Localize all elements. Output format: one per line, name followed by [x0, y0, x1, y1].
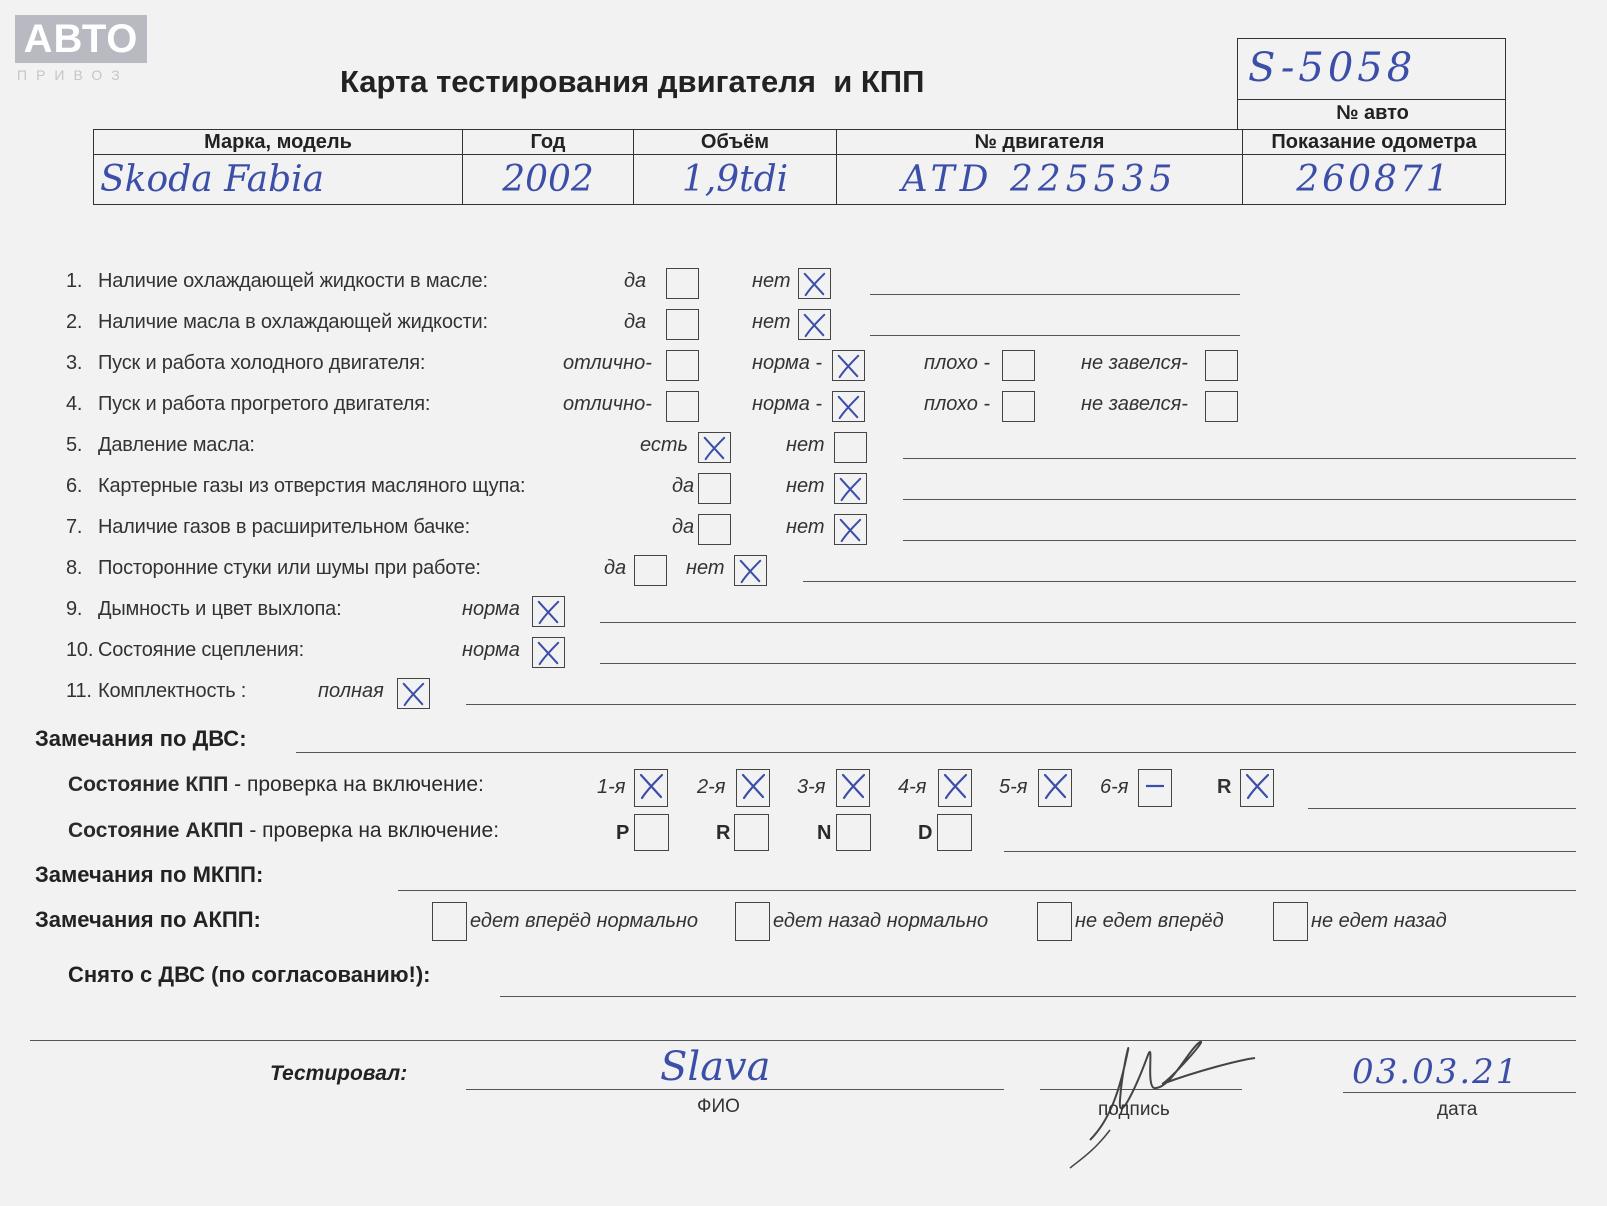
date-caption: дата	[1437, 1099, 1478, 1120]
signature-caption: подпись	[1098, 1099, 1170, 1120]
gear-label: 4-я	[898, 776, 927, 798]
manual-gearbox-subtitle: - проверка на включение:	[228, 773, 484, 796]
gear-label: 1-я	[597, 776, 626, 798]
check-number: 6.	[66, 475, 83, 497]
check-number: 5.	[66, 434, 83, 456]
value-make-model: Skoda Fabia	[94, 155, 463, 205]
tester-name: Slava	[660, 1044, 771, 1090]
auto-number-value: S-5058	[1248, 45, 1417, 91]
check-number: 10.	[66, 639, 94, 661]
vehicle-info-table	[93, 129, 1506, 205]
check-text: Наличие газов в расширительном бачке:	[98, 516, 470, 538]
gear-checkbox[interactable]	[1138, 769, 1172, 807]
mode-checkbox[interactable]	[734, 814, 769, 851]
check-crankcase-gases-label	[66, 475, 525, 498]
x-mark-icon	[737, 558, 763, 584]
checkbox[interactable]	[666, 309, 699, 340]
akpp-remarks-label: Замечания по АКПП:	[35, 907, 261, 932]
dash-mark-icon	[1141, 772, 1169, 800]
checkbox-checked[interactable]	[798, 309, 831, 340]
gear-checkbox[interactable]	[634, 769, 668, 807]
auto-gearbox-label	[68, 819, 499, 843]
check-completeness-label	[66, 680, 246, 703]
checkbox[interactable]	[1205, 350, 1238, 381]
mode-label: D	[918, 822, 933, 844]
check-coolant-in-oil-label	[66, 270, 488, 293]
gear-label: R	[1217, 776, 1232, 798]
x-mark-icon	[701, 435, 727, 461]
checkbox[interactable]	[666, 268, 699, 299]
check-number: 11.	[66, 680, 92, 702]
value-engine-number: ATD 225535	[837, 155, 1243, 205]
x-mark-icon	[835, 394, 861, 420]
logo-text: АВТО	[15, 15, 147, 63]
x-mark-icon	[801, 312, 827, 338]
akpp-option-checkbox[interactable]	[1037, 902, 1072, 941]
check-number: 4.	[66, 393, 83, 415]
check-text: Давление масла:	[98, 434, 255, 456]
x-mark-icon	[839, 772, 867, 800]
checkbox-checked[interactable]	[798, 268, 831, 299]
header-odometer: Показание одометра	[1243, 130, 1506, 155]
auto-gearbox-title: Состояние АКПП	[68, 819, 244, 842]
gear-label: 6-я	[1100, 776, 1129, 798]
value-year: 2002	[463, 155, 634, 205]
check-text: Посторонние стуки или шумы при работе:	[98, 557, 481, 579]
check-text: Картерные газы из отверстия масляного щупа:	[98, 475, 526, 497]
removed-line[interactable]	[500, 996, 1576, 997]
auto-number-label: № авто	[1336, 102, 1409, 124]
checkbox-checked[interactable]	[397, 678, 430, 709]
auto-gearbox-subtitle: - проверка на включение:	[243, 819, 500, 842]
auto-gearbox-line[interactable]	[1004, 851, 1576, 852]
gear-checkbox[interactable]	[1240, 769, 1274, 807]
gear-label: 3-я	[797, 776, 826, 798]
option-label: да	[604, 557, 627, 579]
check-text: Наличие масла в охлаждающей жидкости:	[98, 311, 488, 333]
checkbox-checked[interactable]	[834, 514, 867, 545]
tester-name-caption: ФИО	[697, 1096, 740, 1117]
check-number: 8.	[66, 557, 83, 579]
x-mark-icon	[400, 681, 426, 707]
checkbox[interactable]	[634, 555, 667, 586]
option-label: нет	[786, 434, 825, 456]
x-mark-icon	[801, 271, 827, 297]
checkbox[interactable]	[698, 514, 731, 545]
check-notes-line[interactable]	[600, 622, 1576, 623]
x-mark-icon	[1243, 772, 1271, 800]
header-engine-number: № двигателя	[837, 130, 1243, 155]
akpp-option-label: не едет назад	[1311, 910, 1447, 932]
check-expansion-tank-gases-label	[66, 516, 470, 539]
check-text: Наличие охлаждающей жидкости в масле:	[98, 270, 488, 292]
option-label: норма -	[752, 393, 823, 415]
checkbox[interactable]	[1205, 391, 1238, 422]
gear-checkbox[interactable]	[1038, 769, 1072, 807]
gear-label: 2-я	[697, 776, 726, 798]
check-oil-pressure-label	[66, 434, 255, 457]
check-oil-in-coolant-label	[66, 311, 488, 334]
check-number: 2.	[66, 311, 83, 333]
check-number: 9.	[66, 598, 83, 620]
option-label: нет	[786, 475, 825, 497]
mkpp-remarks-line[interactable]	[398, 890, 1576, 891]
manual-gearbox-title: Состояние КПП	[68, 773, 229, 796]
gear-checkbox[interactable]	[836, 769, 870, 807]
checkbox[interactable]	[1002, 391, 1035, 422]
mode-label: P	[616, 822, 630, 844]
check-text: Пуск и работа холодного двигателя:	[98, 352, 426, 374]
check-knocks-noises-label	[66, 557, 481, 580]
option-label: норма -	[752, 352, 823, 374]
check-text: Состояние сцепления:	[98, 639, 304, 661]
header-volume: Объём	[634, 130, 837, 155]
check-number: 1.	[66, 270, 83, 292]
option-label: нет	[686, 557, 725, 579]
check-text: Комплектность :	[98, 680, 247, 702]
akpp-option-label: едет назад нормально	[773, 910, 989, 932]
option-label: да	[672, 475, 695, 497]
extra-remarks-line[interactable]	[30, 1040, 1576, 1041]
akpp-option-checkbox[interactable]	[432, 902, 467, 941]
removed-label: Снято с ДВС (по согласованию!):	[68, 962, 431, 987]
option-label: нет	[752, 270, 791, 292]
checkbox[interactable]	[698, 473, 731, 504]
checkbox-checked[interactable]	[832, 391, 865, 422]
checkbox-checked[interactable]	[734, 555, 767, 586]
check-notes-line[interactable]	[903, 499, 1576, 500]
check-text: Дымность и цвет выхлопа:	[98, 598, 342, 620]
gear-label: 5-я	[999, 776, 1028, 798]
option-label: да	[624, 270, 647, 292]
x-mark-icon	[739, 772, 767, 800]
checkbox-checked[interactable]	[532, 596, 565, 627]
value-odometer: 260871	[1243, 155, 1506, 205]
x-mark-icon	[1041, 772, 1069, 800]
engine-remarks-line[interactable]	[296, 752, 1576, 753]
option-label: да	[672, 516, 695, 538]
header-make-model: Марка, модель	[94, 130, 463, 155]
akpp-option-checkbox[interactable]	[735, 902, 770, 941]
check-notes-line[interactable]	[466, 704, 1576, 705]
checkbox-checked[interactable]	[698, 432, 731, 463]
checkbox-checked[interactable]	[832, 350, 865, 381]
check-text: Пуск и работа прогретого двигателя:	[98, 393, 431, 415]
check-exhaust-smoke-label	[66, 598, 341, 621]
x-mark-icon	[637, 772, 665, 800]
check-warm-start-label	[66, 393, 430, 416]
logo-subtext: ПРИВОЗ	[17, 67, 129, 83]
engine-remarks-label: Замечания по ДВС:	[35, 726, 247, 751]
option-label: полная	[318, 680, 384, 702]
check-notes-line[interactable]	[803, 581, 1576, 582]
checkbox-checked[interactable]	[532, 637, 565, 668]
manual-gearbox-label	[68, 773, 484, 797]
mode-checkbox[interactable]	[634, 814, 669, 851]
test-date: 03.03.21	[1352, 1052, 1520, 1092]
mode-checkbox[interactable]	[836, 814, 871, 851]
mode-label: R	[716, 822, 731, 844]
value-volume: 1,9tdi	[634, 155, 837, 205]
header-year: Год	[463, 130, 634, 155]
page-title: Карта тестирования двигателя и КПП	[340, 64, 925, 99]
x-mark-icon	[941, 772, 969, 800]
gear-checkbox[interactable]	[736, 769, 770, 807]
x-mark-icon	[837, 517, 863, 543]
checkbox[interactable]	[834, 432, 867, 463]
checkbox[interactable]	[1002, 350, 1035, 381]
option-label: плохо -	[924, 393, 991, 415]
date-line[interactable]	[1343, 1092, 1576, 1093]
x-mark-icon	[535, 640, 561, 666]
option-label: нет	[752, 311, 791, 333]
checkbox-checked[interactable]	[834, 473, 867, 504]
check-clutch-label	[66, 639, 304, 662]
mode-checkbox[interactable]	[937, 814, 972, 851]
check-notes-line[interactable]	[870, 335, 1240, 336]
check-notes-line[interactable]	[903, 540, 1576, 541]
checkbox[interactable]	[666, 391, 699, 422]
gear-checkbox[interactable]	[938, 769, 972, 807]
option-label: не завелся-	[1081, 352, 1188, 374]
x-mark-icon	[535, 599, 561, 625]
check-number: 7.	[66, 516, 83, 538]
option-label: плохо -	[924, 352, 991, 374]
option-label: да	[624, 311, 647, 333]
avtoprivoz-logo	[15, 15, 147, 83]
option-label: норма	[462, 639, 520, 661]
akpp-option-label: не едет вперёд	[1075, 910, 1224, 932]
check-cold-start-label	[66, 352, 425, 375]
mode-label: N	[817, 822, 832, 844]
option-label: не завелся-	[1081, 393, 1188, 415]
akpp-option-label: едет вперёд нормально	[470, 910, 699, 932]
check-number: 3.	[66, 352, 83, 374]
mkpp-remarks-label: Замечания по МКПП:	[35, 862, 264, 887]
tester-name-line[interactable]	[466, 1089, 1004, 1090]
check-notes-line[interactable]	[600, 663, 1576, 664]
option-label: есть	[640, 434, 689, 456]
x-mark-icon	[837, 476, 863, 502]
akpp-option-checkbox[interactable]	[1273, 902, 1308, 941]
checkbox[interactable]	[666, 350, 699, 381]
option-label: нет	[786, 516, 825, 538]
tested-by-label: Тестировал:	[270, 1062, 408, 1085]
manual-gearbox-line[interactable]	[1308, 808, 1576, 809]
check-notes-line[interactable]	[903, 458, 1576, 459]
option-label: отлично-	[563, 352, 652, 374]
option-label: отлично-	[563, 393, 652, 415]
option-label: норма	[462, 598, 520, 620]
x-mark-icon	[835, 353, 861, 379]
auto-number-box	[1237, 38, 1506, 129]
check-notes-line[interactable]	[870, 294, 1240, 295]
